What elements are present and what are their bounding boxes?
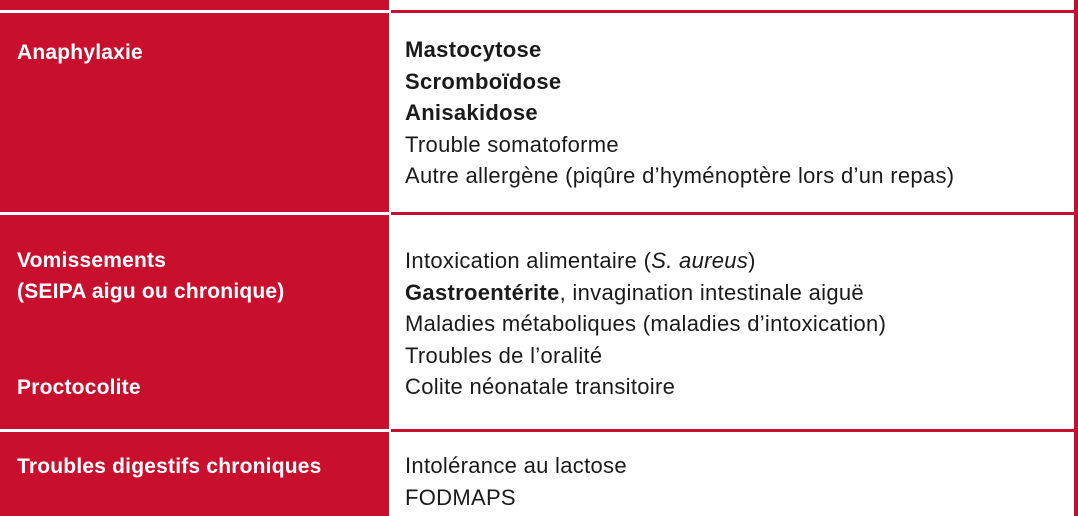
row-divider-right <box>391 429 1078 432</box>
column-divider <box>389 0 392 516</box>
diagnosis-item: Maladies métaboliques (maladies d’intoxication) <box>405 311 887 336</box>
row-divider-left <box>0 429 391 432</box>
row-divider-right <box>391 212 1078 215</box>
diagnosis-item: Trouble somatoforme <box>405 131 619 157</box>
row-1-condition <box>17 37 143 68</box>
condition-label: Anaphylaxie <box>17 41 143 64</box>
row-divider-left <box>0 212 391 215</box>
diagnosis-item: Scromboïdose <box>405 68 562 94</box>
condition-label: Vomissements <box>17 249 167 272</box>
condition-label: Troubles digestifs chroniques <box>17 455 322 478</box>
diagnosis-item: Autre allergène (piqûre d’hyménoptère lors d’un repas) <box>405 163 955 188</box>
row-3-diagnoses <box>405 450 627 513</box>
row-2b-condition <box>17 372 141 403</box>
diagnosis-item: Intolérance au lactose <box>405 453 627 478</box>
condition-sublabel: (SEIPA aigu ou chronique) <box>17 280 285 303</box>
row-2-condition <box>17 245 285 307</box>
condition-label: Proctocolite <box>17 376 141 399</box>
diagnosis-item: Intoxication alimentaire (S. aureus) <box>405 248 756 273</box>
row-1-diagnoses <box>405 34 954 192</box>
diagnosis-item: Anisakidose <box>405 100 538 125</box>
diagnosis-item: Troubles de l’oralité <box>405 342 603 368</box>
diagnosis-item: Colite néonatale transitoire <box>405 374 676 399</box>
row-divider-left <box>0 10 391 13</box>
row-divider-right <box>391 10 1078 13</box>
row-2-diagnoses <box>405 245 886 371</box>
diagnosis-item: Mastocytose <box>405 37 542 62</box>
right-border <box>1074 0 1078 516</box>
diagnosis-item: FODMAPS <box>405 484 516 510</box>
row-2b-diagnoses <box>405 371 675 403</box>
diagnosis-item: Gastroentérite, invagination intestinale aiguë <box>405 279 864 305</box>
row-3-condition <box>17 451 322 482</box>
